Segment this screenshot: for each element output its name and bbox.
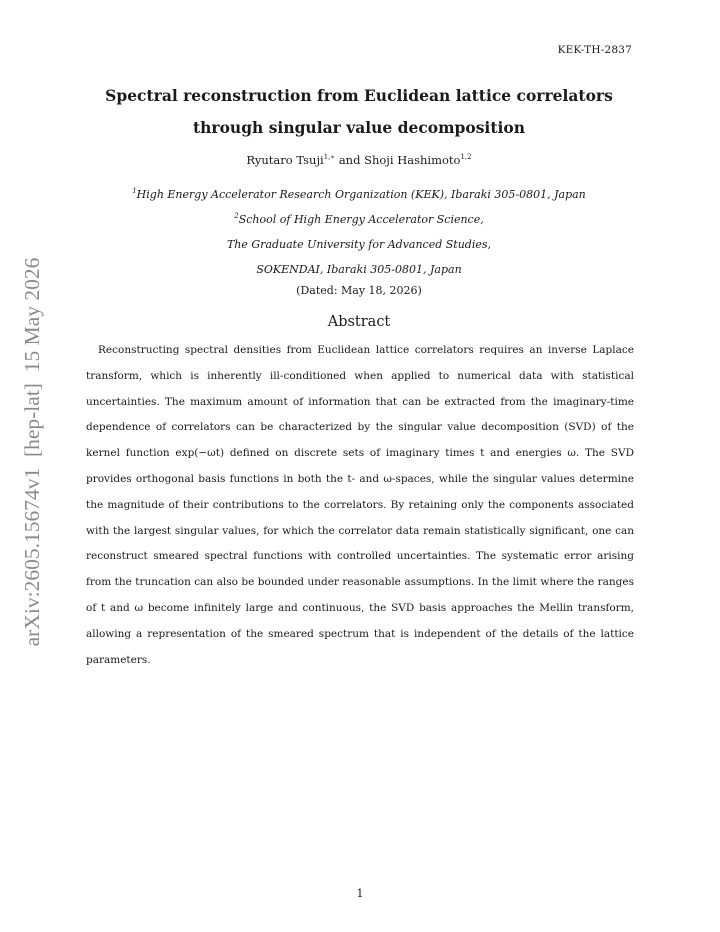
author-name: Ryutaro Tsuji	[246, 153, 324, 167]
title-line-1: Spectral reconstruction from Euclidean lattice correlators	[105, 86, 613, 105]
author-list	[80, 152, 638, 168]
page-number: 1	[356, 887, 364, 900]
author-affiliation-mark: 1,∗	[323, 153, 336, 161]
affiliation-text: High Energy Accelerator Research Organization (KEK), Ibaraki 305-0801, Japan	[136, 188, 586, 201]
author-affiliation-mark: 1,2	[460, 153, 472, 161]
dated-line: (Dated: May 18, 2026)	[296, 284, 422, 297]
affiliations	[80, 182, 638, 282]
affiliation-mark: 2	[234, 212, 239, 220]
arxiv-stamp-text: arXiv:2605.15674v1 [hep-lat] 15 May 2026	[20, 257, 44, 647]
arxiv-stamp	[11, 252, 51, 652]
author-name: Shoji Hashimoto	[364, 153, 461, 167]
author-conjunction: and	[338, 153, 361, 167]
abstract-body: Reconstructing spectral densities from Euclidean lattice correlators requires an inverse Laplace transform, which is inherently ill-conditioned when applied to numerical data with statistical uncertainties. The maximum amount of information that can be extracted from the imaginary-time dependence of correlators can be characterized by the singular value decomposition (SVD) of the kernel function exp(−ωt) defined on discrete sets of imaginary times t and energies ω. The SVD provides orthogonal basis functions in both the t- and ω-spaces, while the singular values determine the magnitude of their contributions to the correlators. By retaining only the components associated with the largest singular values, for which the correlator data remain statistically significant, one can reconstruct smeared spectral functions with controlled uncertainties. The systematic error arising from the truncation can also be bounded under reasonable assumptions. In the limit where the ranges of t and ω become infinitely large and continuous, the SVD basis approaches the Mellin transform, allowing a representation of the smeared spectrum that is independent of the details of the lattice parameters.	[86, 344, 634, 666]
affiliation-text: School of High Energy Accelerator Science,	[238, 213, 484, 226]
arxiv-stamp-svg	[11, 252, 51, 652]
affiliation-1	[80, 182, 638, 207]
affiliation-2-line-3: SOKENDAI, Ibaraki 305-0801, Japan	[256, 263, 462, 276]
report-number: KEK-TH-2837	[557, 44, 632, 56]
abstract-heading: Abstract	[327, 314, 391, 330]
affiliation-2	[80, 207, 638, 232]
affiliation-2-line-2: The Graduate University for Advanced Studies,	[226, 238, 492, 251]
paper-title	[80, 80, 638, 144]
affiliation-mark: 1	[132, 187, 137, 195]
title-line-2: through singular value decomposition	[193, 118, 525, 137]
